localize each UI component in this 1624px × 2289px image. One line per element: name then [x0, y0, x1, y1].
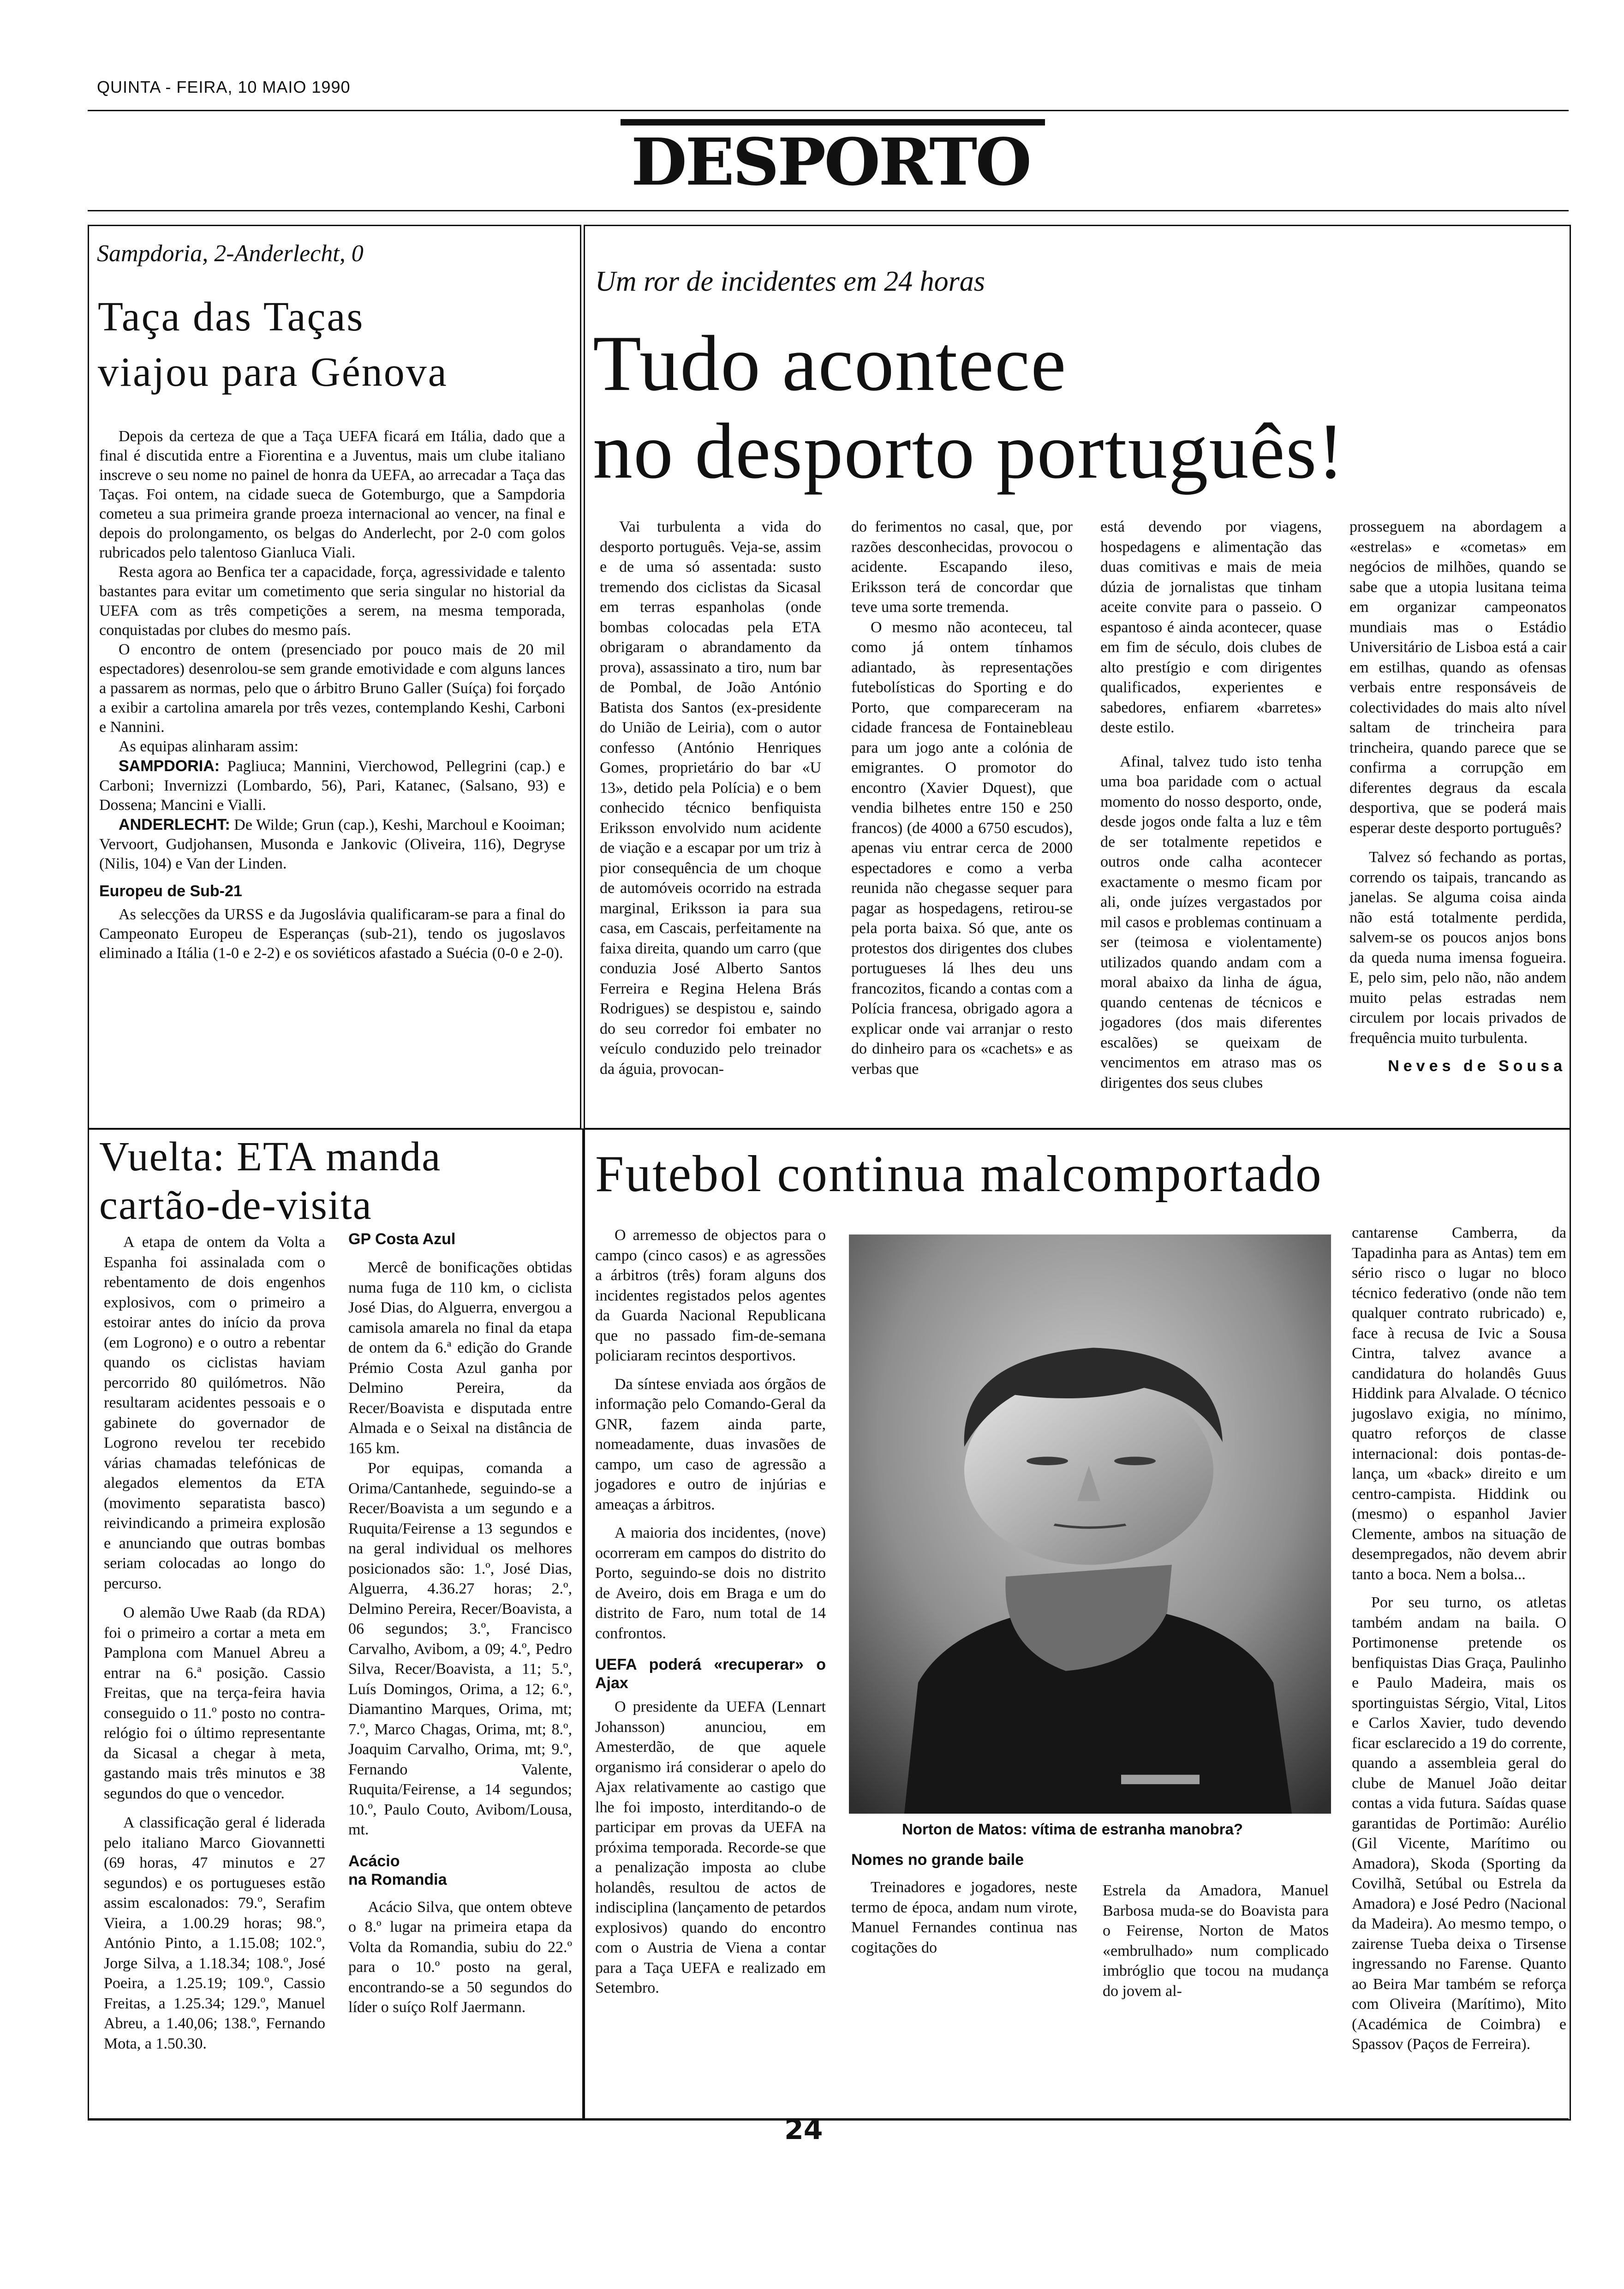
incidents-col2b-text: O mesmo não aconteceu, tal como já ontem tínhamos adiantado, às representações futebolísticas do Sporting e do Porto, que compareceram na cidade francesa de Fontainebleau para um jogo ante a colónia de emigrantes. O promotor do encontro (Xavier Dquest), que vendia bilhetes entre 150 e 250 francos) (de 4000 a 6750 escudos), apenas viu entrar cerca de 2000 espectadores e como a verba reunida não chegasse sequer para pagar as hospedagens, retirou-se pela porta baixa. Só que, ante os protestos dos dirigentes dos clubes portugueses lá lhes deu uns francozitos, ficando a contas com a Polícia francesa, obrigado agora a explicar onde vai arranjar o resto do dinheiro para os «cachets» e as verbas que: [851, 618, 1073, 1078]
vuelta-p1: A etapa de ontem da Volta a Espanha foi assinalada com o rebentamento de dois engenhos explosivos, com o primeiro a estoirar antes do início da prova (em Logrono) e o outro a rebentar quando os ciclistas haviam percorrido 80 quilómetros. Não resultaram acidentes pessoais e o gabinete do governador de Logrono revelou ter recebido várias chamadas telefónicas de alegados elementos da ETA (movimento separatista basco) reivindicando a primeira explosão e anunciando que outras bombas seriam colocadas ao longo do percurso.: [104, 1234, 325, 1592]
futebol-col3a: Estrela da Amadora, Manuel Barbosa muda-se do Boavista para o Feirense, Norton de Matos «embrulhado» num complicado imbróglio que tocou na mudança do jovem al-: [1103, 1882, 1329, 2000]
dateline: QUINTA - FEIRA, 10 MAIO 1990: [97, 78, 351, 96]
photo-caption: Norton de Matos: vítima de estranha manobra?: [902, 1821, 1243, 1838]
sampdoria-p6: [99, 815, 565, 874]
acacio-heading: [348, 1852, 572, 1889]
incidents-title-2: no desporto português!: [593, 407, 1345, 495]
sub21-heading: Europeu de Sub-21: [99, 882, 242, 900]
acacio-heading-2: na Romandia: [348, 1870, 447, 1888]
acacio-heading-1: Acácio: [348, 1852, 400, 1870]
section-bottom-rule: [88, 210, 1569, 211]
futebol-col1c: A maioria dos incidentes, (nove) ocorreram em campos do distrito do Porto, seguindo-se dois no distrito de Aveiro, dois em Braga e um do distrito de Faro, num total de 14 confrontos.: [595, 1524, 826, 1642]
page-number: [784, 2114, 823, 2146]
vuelta-p5: Por equipas, comanda a Orima/Cantanhede, seguindo-se a Recer/Boavista a um segundo e a Ruquita/Feirense a 13 segundos e na geral individual os melhores posicionados são: 1.º, José Dias, Alguerra, 4.36.27 horas; 2.º, Delmino Pereira, Recer/Boavista, a 06 segundos; 3.º, Francisco Carvalho, Avibom, a 09; 4.º, Pedro Silva, Recer/Boavista, a 11; 5.º, Luís Domingos, Orima, a 12; 6.º, Diamantino Marques, Orima, mt; 7.º, Marco Chagas, Orima, mt; 8.º, Joaquim Carvalho, Orima, mt; 9.º, Fernando Valente, Ruquita/Feirense, a 14 segundos; 10.º, Paulo Couto, Avibom/Lousa, mt.: [348, 1460, 572, 1838]
incidents-col4b-text: Talvez só fechando as portas, correndo os taipais, trancando as janelas. Se alguma coisa ainda não está totalmente perdida, salvem-se os poucos anjos bons da queda numa imensa fogueira. E, pelo sim, pelo não, não andem muito pelas estradas nem circulem por locais privados de frequência muito turbulenta.: [1349, 849, 1566, 1047]
gp-costa-azul-heading: GP Costa Azul: [348, 1230, 456, 1248]
sampdoria-p1: Depois da certeza de que a Taça UEFA ficará em Itália, dado que a final é discutida entre a Fiorentina e a Juventus, mais um clube italiano inscreve o seu nome no painel de honra da UEFA, ao arrecadar a Taça das Taças. Foi ontem, na cidade sueca de Gotemburgo, que a Sampdoria cometeu a sua primeira grande proeza internacional ao vencer, na final e depois do prolongamento, os belgas do Anderlecht, por 2-0 com golos rubricados pelo talentoso Gianluca Viali.: [99, 428, 565, 561]
vuelta-p4: Mercê de bonificações obtidas numa fuga de 110 km, o ciclista José Dias, do Alguerra, envergou a camisola amarela no final da etapa de ontem da 6.ª edição do Grande Prémio Costa Azul ganha por Delmino Pereira, da Recer/Boavista e disputada entre Almada e o Seixal na distância de 165 km.: [348, 1259, 572, 1457]
sampdoria-team-label: SAMPDORIA:: [119, 757, 220, 775]
header-rule: [88, 110, 1569, 111]
anderlecht-team-label: ANDERLECHT:: [119, 816, 230, 833]
vuelta-title-1: Vuelta: ETA manda: [99, 1134, 442, 1180]
uefa-ajax-heading: UEFA poderá «recuperar» o Ajax: [595, 1656, 826, 1692]
incidents-col-3: [1100, 517, 1322, 1093]
futebol-col2a: Treinadores e jogadores, neste termo de época, andam num virote, Manuel Fernandes continua nas cogitações do: [851, 1879, 1077, 1956]
nomes-heading: Nomes no grande baile: [851, 1851, 1024, 1869]
sampdoria-p2: Resta agora ao Benfica ter a capacidade, força, agressividade e talento bastantes para evitar um cometimento que seria singular no historial da UEFA com as três competições a serem, na mesma temporada, conquistadas por clubes do mesmo país.: [99, 563, 565, 639]
futebol-col1d: O presidente da UEFA (Lennart Johansson) anunciou, em Amesterdão, de que aquele organismo irá considerar o apelo do Ajax relativamente ao castigo que lhe foi imposto, interditando-o de participar em provas da UEFA na próxima temporada. Recorde-se que a penalização imposta ao clube holandês, resultou de actos de indisciplina (lançamento de petardos explosivos) quando do encontro com o Austria de Viena a contar para a Taça UEFA e realizado em Setembro.: [595, 1698, 826, 1996]
incidents-title-1: Tudo acontece: [593, 320, 1067, 407]
sampdoria-body: [99, 427, 565, 963]
sampdoria-lineup: Pagliuca; Mannini, Vierchowod, Pellegrini (cap.) e Carboni; Invernizzi (Lombardo, 56), Pari, Katanec, (Salsano, 93) e Dossena; Mancini e Vialli.: [99, 758, 565, 814]
futebol-col1b: Da síntese enviada aos órgãos de informação pelo Comando-Geral da GNR, fazem ainda parte, nomeadamente, duas invasões de campo, um caso de agressão a jogadores e outro de injúrias e ameaças a árbitros.: [595, 1375, 826, 1513]
incidents-col3a-text: está devendo por viagens, hospedagens e alimentação das duas comitivas e mais de meia dúzia de jornalistas que tinham aceite convite para o passeio. O espantoso é ainda acontecer, quase em fim de século, dois clubes de alto prestígio e com dirigentes qualificados, experientes e sabedores, enfiarem «barretes» deste estilo.: [1100, 518, 1322, 736]
incidents-col2a-text: do ferimentos no casal, que, por razões desconhecidas, provocou o acidente. Escapando ileso, Eriksson terá de concordar que teve uma sorte tremenda.: [851, 518, 1073, 616]
incidents-kicker: Um ror de incidentes em 24 horas: [595, 266, 985, 297]
sampdoria-title-2: viajou para Génova: [98, 349, 448, 395]
futebol-col4a: cantarense Camberra, da Tapadinha para as Antas) tem em sério risco o lugar no bloco técnico federativo (onde não tem qualquer contrato rubricado) e, face à recusa de Ivic a Sousa Cintra, talvez avance a candidatura do holandês Guus Hiddink para Alvalade. O técnico jugoslavo exigia, no mínimo, quatro reforços de classe internacional: dois pontas-de-lança, um «back» direito e um centro-campista. Hiddink ou (mesmo) o espanhol Javier Clemente, ambos na situação de desempregados, não devem abrir tanto a boca. Nem a bolsa...: [1352, 1224, 1566, 1583]
vuelta-title-2: cartão-de-visita: [99, 1182, 372, 1228]
futebol-col-1: [595, 1225, 826, 1998]
sampdoria-p4: As equipas alinharam assim:: [119, 738, 299, 755]
vuelta-col-2: [348, 1230, 572, 2018]
futebol-col-4: [1352, 1223, 1566, 2055]
sampdoria-p5: [99, 756, 565, 815]
anderlecht-lineup: De Wilde; Grun (cap.), Keshi, Marchoul e Kooiman; Vervoort, Gudjohansen, Musonda e Jankovic (Oliveira, 116), Degryse (Nilis, 104) e Van der Linden.: [99, 816, 565, 872]
incidents-col-2: [851, 517, 1073, 1079]
sampdoria-p3: O encontro de ontem (presenciado por pouco mais de 20 mil espectadores) desenrolou-se sem grande emotividade e com alguns lances a passarem as normas, pelo que o árbitro Bruno Galler (Suíça) foi forçado a exibir a cartolina amarela por três vezes, contemplando Keshi, Carboni e Nannini.: [99, 641, 565, 736]
futebol-title: Futebol continua malcomportado: [595, 1145, 1323, 1203]
incidents-byline: Neves de Sousa: [1388, 1057, 1566, 1075]
vuelta-col-1: [104, 1232, 325, 2054]
incidents-col1-text: Vai turbulenta a vida do desporto português. Veja-se, assim e de uma só assentada: susto tremendo dos ciclistas da Sicasal em terras espanholas (onde bombas colocadas pela ETA obrigaram o abrandamento da prova), assassinato a tiro, num bar de Pombal, de João António Batista dos Santos (ex-presidente do União de Leiria), com o autor confesso (António Henriques Gomes, proprietário do bar «U 13», detido pela Polícia) e o bem conhecido técnico benfiquista Eriksson envolvido num acidente de viação e a escapar por um triz à pior consequência de um choque de automóveis ocorrido na estrada marginal, Eriksson ia para sua casa, em Cascais, perfeitamente na faixa direita, quando um carro (que conduzia José Alberto Santos Ferreira e Regina Helena Brás Rodrigues) se despistou e, saindo do seu corredor foi embater no veículo conduzido pelo treinador da águia, provocan-: [600, 518, 821, 1078]
page-number-value: 24: [784, 2114, 823, 2146]
incidents-col3b-text: Afinal, talvez tudo isto tenha uma boa paridade com o actual momento do nosso desporto, onde, desde jogos onde falta a luz e têm de ser totalmente repetidos e outros onde calha acontecer exactamente o mesmo ficam por ali, onde juízes vergastados por mil casos e problemas continuam a ser (teimosa e violentamente) utilizados quando andam com a moral abaixo da linha de água, quando centenas de técnicos e jogadores (dos mais diferentes escalões) se queixam de vencimentos em atraso mas os dirigentes dos seus clubes: [1100, 753, 1322, 1091]
norton-de-matos-photo: [849, 1234, 1331, 1814]
sampdoria-title-1: Taça das Taças: [98, 294, 364, 340]
incidents-col4a-text: prosseguem na abordagem a «estrelas» e «cometas» em negócios de milhões, quando se sabe que a utopia lusitana teima em organizar campeonatos mundiais mas o Estádio Universitário de Lisboa está a cair em estilhas, quando as ofensas verbais entre responsáveis de colectividades do mais alto nível saltam de trincheira para trincheira, quando parece que se confirma a corrupção em diferentes degraus da escala desportiva, que se poderá mais esperar deste desporto português?: [1349, 518, 1566, 837]
futebol-col-3: [1103, 1881, 1329, 2001]
futebol-col4b: Por seu turno, os atletas também andam na baila. O Portimonense pretende os benfiquistas Dias Graça, Paulinho e Paulo Madeira, mais os sportinguistas Sérgio, Vital, Litos e Carlos Xavier, tudo devendo ficar esclarecido a 19 do corrente, quando a assembleia geral do clube de Manuel João deitar contas a vida futura. Saídas quase garantidas de Portimão: Aurélio (Gil Vicente, Marítimo ou Amadora), Skoda (Sporting da Covilhã, Setúbal ou Estrela da Amadora) e José Pedro (Nacional da Madeira). Ao mesmo tempo, o zairense Tueba deixa o Tirsense ingressando no Farense. Quanto ao Beira Mar também se reforça com Oliveira (Marítimo), Mito (Académica de Coimbra) e Spassov (Paços de Ferreira).: [1352, 1594, 1566, 2053]
vuelta-p3: A classificação geral é liderada pelo italiano Marco Giovannetti (69 horas, 47 minutos e 27 segundos) e os portugueses estão assim escalonados: 79.º, Serafim Vieira, a 1.00.29 horas; 98.º, António Pinto, a 1.15.08; 102.º, Jorge Silva, a 1.18.34; 108.º, José Poeira, a 1.25.19; 109.º, Cassio Freitas, a 1.25.34; 129.º, Manuel Abreu, a 1.40,06; 138.º, Fernando Mota, a 1.50.30.: [104, 1814, 325, 2052]
incidents-col-4: [1349, 517, 1566, 1077]
section-title: DESPORTO: [631, 125, 1030, 200]
futebol-col1a: O arremesso de objectos para o campo (cinco casos) e as agressões a árbitros (três) foram alguns dos incidentes registados pelos agentes da Guarda Nacional Republicana que no passado fim-de-semana policiaram recintos desportivos.: [595, 1227, 826, 1364]
sampdoria-kicker: Sampdoria, 2-Anderlecht, 0: [97, 240, 364, 267]
incidents-col-1: [600, 517, 821, 1079]
footer-rule: [88, 2118, 1569, 2119]
vuelta-p2: O alemão Uwe Raab (da RDA) foi o primeiro a cortar a meta em Pamplona com Manuel Abreu a entrar na 6.ª posição. Cassio Freitas, que na terça-feira havia conseguido o 11.º posto no contra-relógio foi o último representante da Sicasal a chegar à meta, gastando mais três minutos e 38 segundos do que o vencedor.: [104, 1604, 325, 1802]
sampdoria-p7: As selecções da URSS e da Jugoslávia qualificaram-se para a final do Campeonato Europeu de Esperanças (sub-21), tendo os jugoslavos eliminado a Itália (1-0 e 2-2) e os soviéticos afastado a Suécia (0-0 e 2-0).: [99, 906, 565, 962]
futebol-col-2: [851, 1851, 1077, 1958]
vuelta-p6: Acácio Silva, que ontem obteve o 8.º lugar na primeira etapa da Volta da Romandia, subiu do 22.º para o 10.º posto na geral, encontrando-se a 50 segundos do líder o suíço Rolf Jaermann.: [348, 1898, 572, 2016]
